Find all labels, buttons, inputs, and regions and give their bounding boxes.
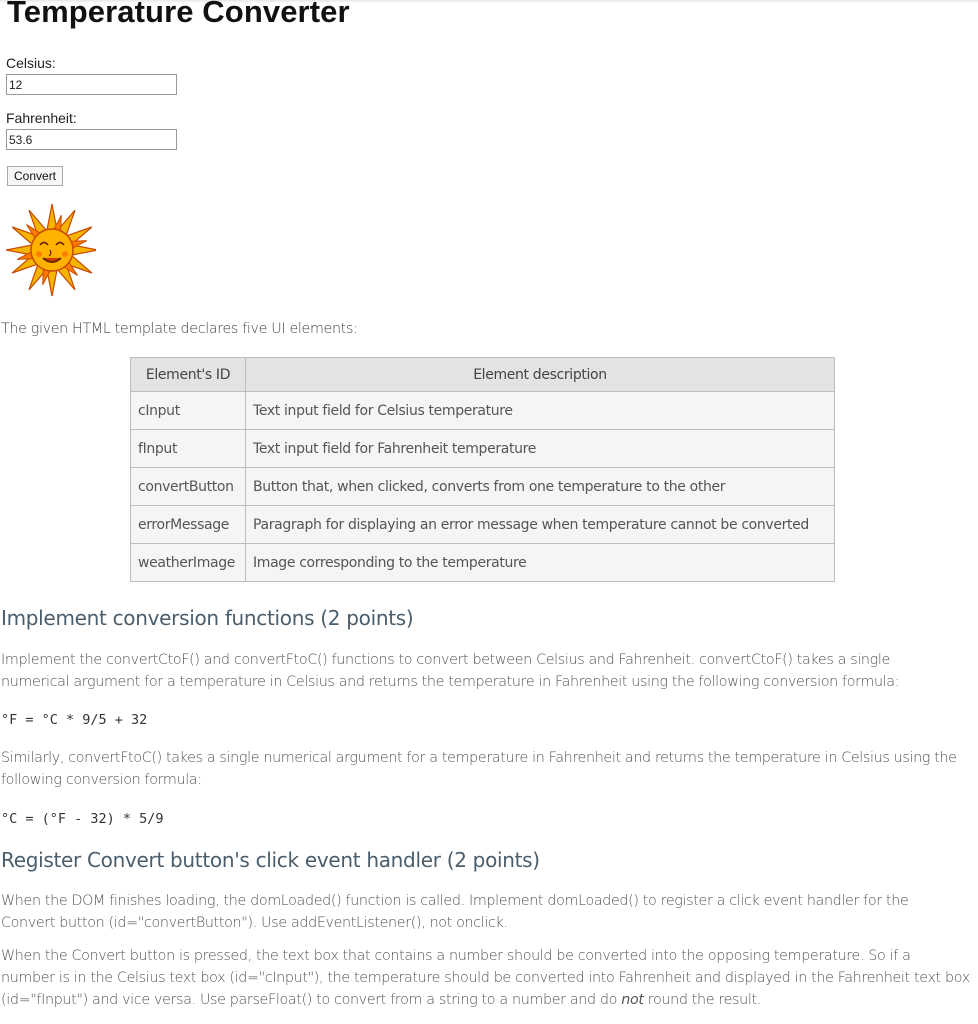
table-cell-description: Paragraph for displaying an error message when temperature cannot be converted	[246, 506, 835, 544]
celsius-label: Celsius:	[6, 55, 56, 71]
table-cell-description: Text input field for Celsius temperature	[246, 392, 835, 430]
table-cell-description: Text input field for Fahrenheit temperature	[246, 430, 835, 468]
table-cell-id: weatherImage	[131, 544, 246, 582]
handler-paragraph-line: number is in the Celsius text box (id="cInput"), the temperature should be converted into Fahrenheit and displayed in the Fahrenheit text box	[1, 970, 970, 986]
handler-paragraph-line	[1, 989, 761, 1011]
table-row	[131, 506, 835, 544]
handler-text: round the result.	[643, 992, 761, 1008]
table-cell-id: cInput	[131, 392, 246, 430]
table-header-description: Element description	[246, 358, 835, 392]
table-cell-id: convertButton	[131, 468, 246, 506]
celsius-input[interactable]	[6, 74, 177, 95]
conversion-paragraph-line: numerical argument for a temperature in Celsius and returns the temperature in Fahrenheit using the following conversion formula:	[1, 674, 900, 690]
fahrenheit-input[interactable]	[6, 129, 177, 150]
formula-f-to-c: °C = (°F - 32) * 5/9	[1, 811, 164, 827]
handler-paragraph-line: When the DOM finishes loading, the domLoaded() function is called. Implement domLoaded() to register a click event handler for the	[1, 893, 909, 909]
table-cell-id: errorMessage	[131, 506, 246, 544]
table-cell-description: Button that, when clicked, converts from one temperature to the other	[246, 468, 835, 506]
table-row	[131, 392, 835, 430]
handler-text: (id="fInput") and vice versa. Use parseFloat() to convert from a string to a number and do	[1, 992, 622, 1008]
table-row	[131, 430, 835, 468]
convert-button[interactable]: Convert	[7, 166, 63, 186]
emphasis-not: not	[621, 992, 644, 1008]
intro-text: The given HTML template declares five UI elements:	[1, 321, 358, 337]
table-header-id: Element's ID	[131, 358, 246, 392]
conversion-paragraph-line: Implement the convertCtoF() and convertFtoC() functions to convert between Celsius and Fahrenheit. convertCtoF() takes a single	[1, 652, 890, 668]
section-heading-conversion: Implement conversion functions (2 points)	[1, 606, 414, 630]
page-title: Temperature Converter	[7, 0, 350, 29]
table-cell-id: fInput	[131, 430, 246, 468]
formula-c-to-f: °F = °C * 9/5 + 32	[1, 712, 148, 728]
table-cell-description: Image corresponding to the temperature	[246, 544, 835, 582]
table-row	[131, 544, 835, 582]
conversion-paragraph-line: following conversion formula:	[1, 772, 202, 788]
section-heading-click-handler: Register Convert button's click event handler (2 points)	[1, 848, 540, 872]
handler-paragraph-line: Convert button (id="convertButton"). Use addEventListener(), not onclick.	[1, 915, 508, 931]
table-row	[131, 468, 835, 506]
fahrenheit-label: Fahrenheit:	[6, 110, 77, 126]
conversion-paragraph-line: Similarly, convertFtoC() takes a single numerical argument for a temperature in Fahrenheit and returns the temperature in Celsius using the	[1, 750, 957, 766]
sun-icon	[6, 203, 96, 299]
handler-paragraph-line: When the Convert button is pressed, the text box that contains a number should be converted into the opposing temperature. So if a	[1, 948, 911, 964]
elements-table	[130, 357, 835, 582]
